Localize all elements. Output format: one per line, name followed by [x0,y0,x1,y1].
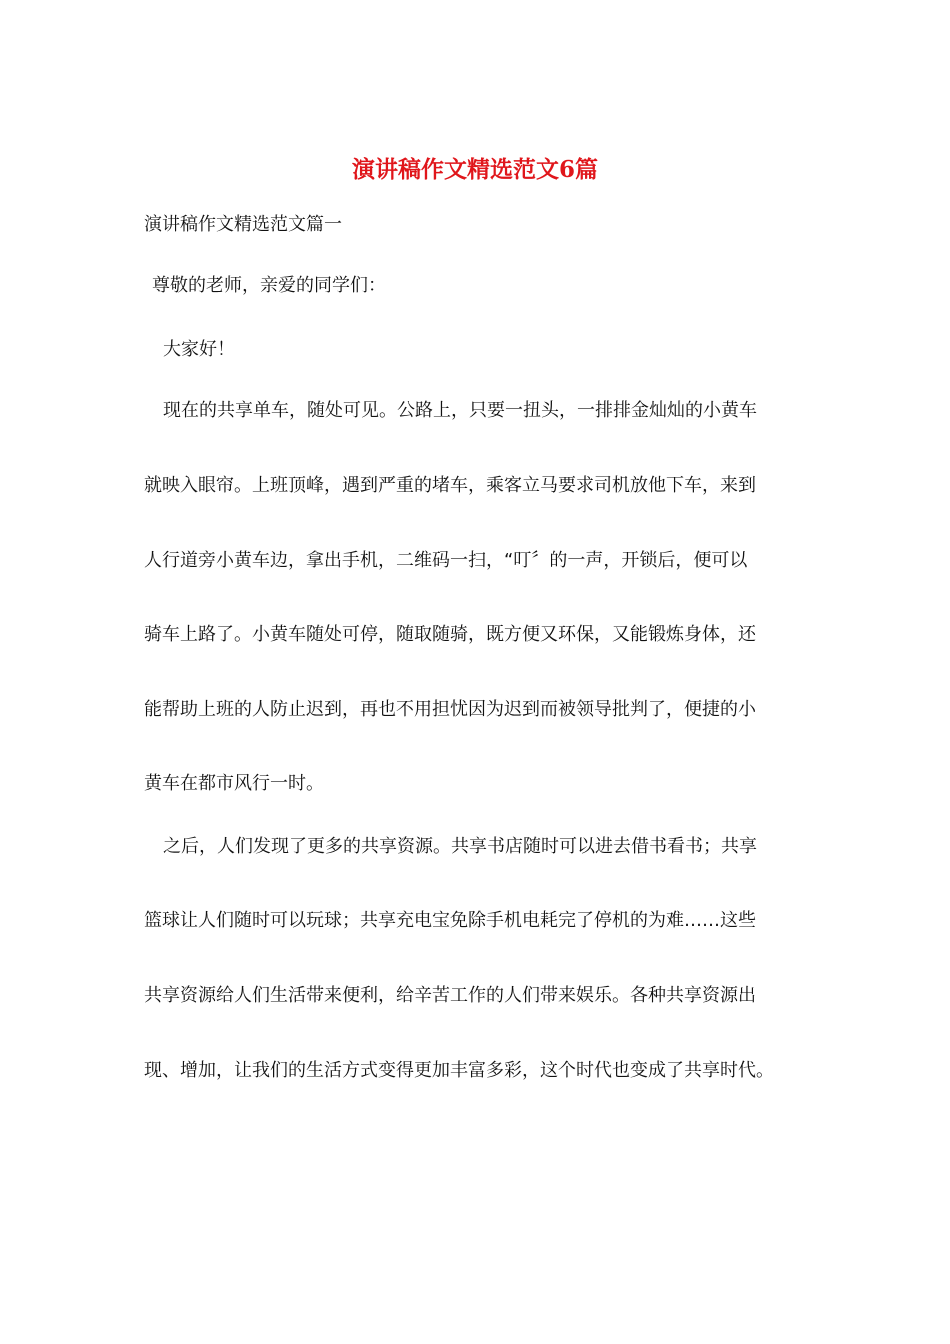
paragraph-2-line: 之后，人们发现了更多的共享资源。共享书店随时可以进去借书看书；共享 [163,836,757,857]
paragraph-2-line: 现、增加，让我们的生活方式变得更加丰富多彩，这个时代也变成了共享时代。 [144,1060,774,1081]
salutation: 尊敬的老师，亲爱的同学们： [152,275,386,296]
paragraph-2-line: 共享资源给人们生活带来便利，给辛苦工作的人们带来娱乐。各种共享资源出 [144,985,756,1006]
paragraph-1-line: 就映入眼帘。上班顶峰，遇到严重的堵车，乘客立马要求司机放他下车，来到 [144,475,756,496]
paragraph-2-line: 篮球让人们随时可以玩球；共享充电宝免除手机电耗完了停机的为难……这些 [144,910,756,931]
greeting: 大家好！ [163,339,235,360]
document-title: 演讲稿作文精选范文6篇 [351,156,598,183]
paragraph-1-line: 人行道旁小黄车边，拿出手机，二维码一扫，“叮〞的一声，开锁后，便可以 [144,550,748,571]
section-heading: 演讲稿作文精选范文篇一 [144,214,342,235]
paragraph-1-line: 骑车上路了。小黄车随处可停，随取随骑，既方便又环保，又能锻炼身体，还 [144,624,756,645]
paragraph-1-line: 现在的共享单车，随处可见。公路上，只要一扭头，一排排金灿灿的小黄车 [163,400,757,421]
paragraph-1-line: 能帮助上班的人防止迟到，再也不用担忧因为迟到而被领导批判了，便捷的小 [144,699,756,720]
paragraph-1-line: 黄车在都市风行一时。 [144,773,324,794]
